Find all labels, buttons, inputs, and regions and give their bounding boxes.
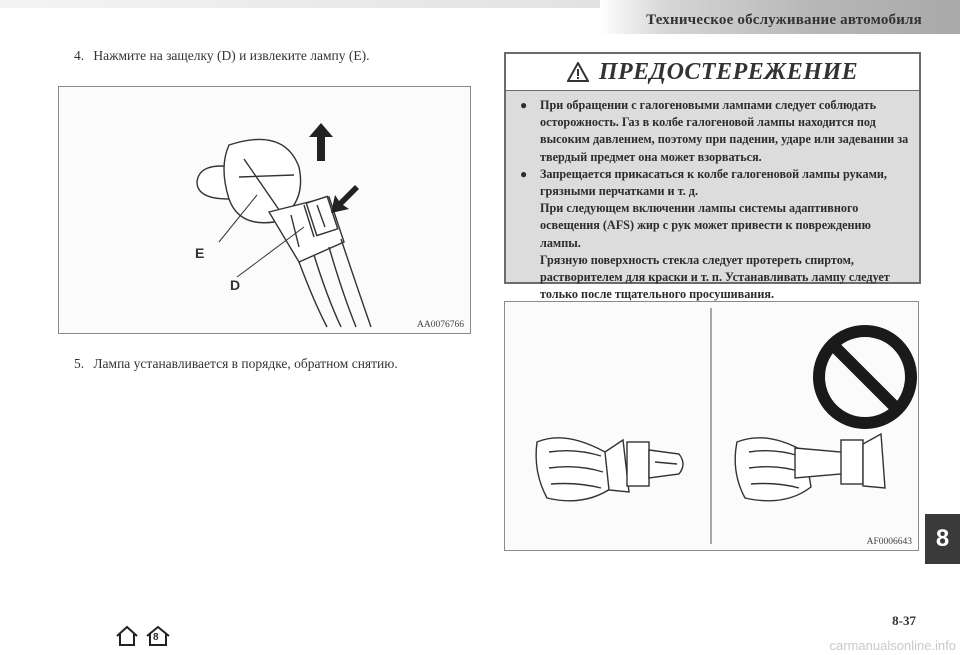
step-4 (74, 48, 370, 64)
warning-title: ПРЕДОСТЕРЕЖЕНИЕ (598, 58, 859, 85)
chapter-nav-label: 8 (153, 632, 159, 643)
chapter-tab[interactable]: 8 (925, 514, 960, 564)
page-number: 8-37 (892, 613, 916, 628)
section-title: Техническое обслуживание автомобиля (646, 12, 922, 28)
warning-item (520, 200, 909, 252)
warning-text: Запрещается прикасаться к колбе галогеновой лампы руками, грязными перчатками и т. д. (540, 166, 887, 199)
header-band-left (0, 0, 600, 8)
figure-bulb-removal (58, 86, 471, 334)
warning-body (506, 91, 919, 303)
press-arrow (331, 185, 359, 213)
warning-triangle-icon (567, 62, 589, 82)
warning-item (520, 252, 909, 304)
watermark: carmanualsonline.info (829, 638, 956, 653)
home-icon[interactable] (115, 625, 139, 647)
step-number: 4. (74, 48, 85, 63)
label-e: E (195, 245, 205, 261)
warning-item (520, 97, 909, 166)
figure-code: AA0076766 (417, 320, 464, 330)
warning-text: При следующем включении лампы системы адаптивного освещения (AFS) жир с рук может привести к повреждению лампы. (540, 201, 871, 250)
bullet-icon: ● (520, 98, 528, 112)
warning-item (520, 166, 909, 200)
nav-icons (115, 625, 171, 647)
chapter-nav-icon[interactable] (145, 625, 171, 647)
step-text: Нажмите на защелку (D) и извлеките лампу (E). (93, 48, 370, 63)
bulb-removal-illustration (59, 87, 470, 333)
warning-text: Грязную поверхность стекла следует протереть спиртом, растворителем для краски и т. п. Устанавливать лампу следует только после тщательного просушивания. (540, 252, 890, 302)
step-number: 5. (74, 356, 85, 371)
figure-code: AF0006643 (866, 537, 912, 547)
bulb-handling-illustration (505, 302, 918, 550)
step-text: Лампа устанавливается в порядке, обратном снятию. (93, 356, 398, 371)
label-d: D (230, 277, 241, 293)
pull-arrow (309, 123, 333, 161)
bullet-icon: ● (520, 166, 528, 181)
step-5 (74, 356, 398, 372)
warning-header (506, 54, 919, 91)
warning-text: При обращении с галогеновыми лампами следует соблюдать осторожность. Газ в колбе галогеновой лампы находится под высоким давлением, поэтому при падении, ударе или задевании за твердый предмет она может взорваться. (540, 98, 909, 164)
warning-box (504, 52, 921, 302)
figure-bulb-handling (504, 301, 919, 551)
